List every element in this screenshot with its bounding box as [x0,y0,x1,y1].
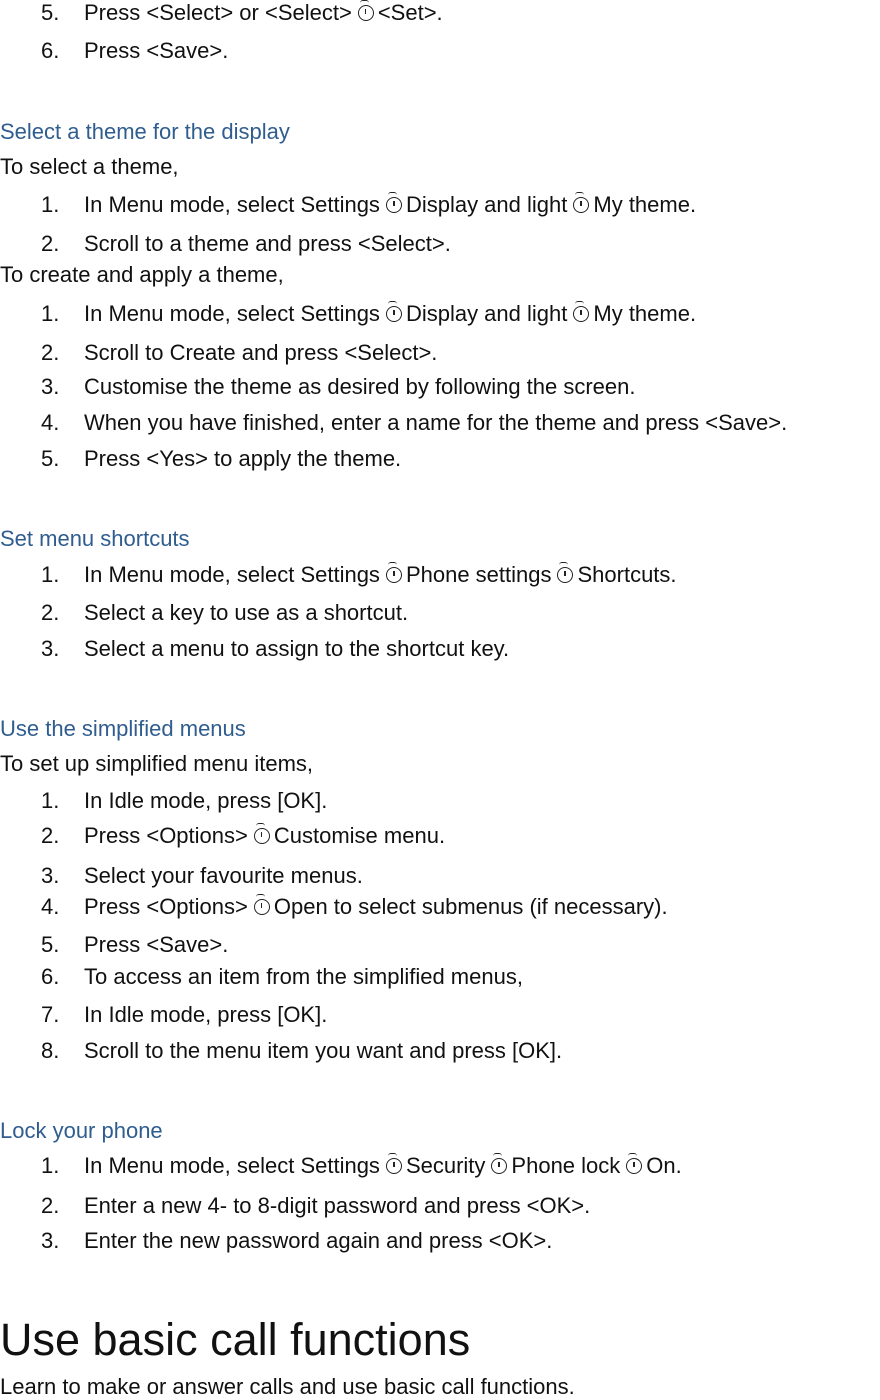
section-intro: Learn to make or answer calls and use basic call functions. [0,1374,575,1399]
list-item-text [84,340,437,366]
list-item-text [84,894,668,920]
list-item-segment: Press <Select> or <Select> [84,0,352,25]
list-item-text [84,1153,682,1179]
list-item-segment: Press <Save>. [84,38,229,63]
list-item-text [84,38,228,64]
list-item-segment: Scroll to the menu item you want and press [OK]. [84,1038,563,1063]
navigation-arrow-icon [386,306,402,322]
list-item-number: 1. [41,788,60,813]
list-item-segment: Press <Save>. [84,932,229,957]
list-item-number: 2. [41,231,60,256]
list-item-number: 4. [41,410,60,435]
navigation-arrow-icon [254,899,270,915]
list-item-segment: Phone settings [405,562,552,587]
list-item-segment: In Menu mode, select Settings [84,301,380,326]
list-item-text [84,301,696,327]
list-item-text [84,1228,552,1254]
list-item-number: 2. [41,823,60,848]
section-heading: Use the simplified menus [0,716,246,741]
list-item-segment: Shortcuts. [577,562,677,587]
navigation-arrow-icon [557,567,573,583]
list-item-number: 1. [41,192,60,217]
list-item-number: 4. [41,894,60,919]
list-item-number: 7. [41,1002,60,1027]
list-item-segment: Select a key to use as a shortcut. [84,600,409,625]
list-item-number: 6. [41,964,60,989]
list-item-text [84,1193,590,1219]
list-item-text [84,0,443,26]
navigation-arrow-icon [358,5,374,21]
list-item-text [84,964,523,990]
list-item-number: 2. [41,600,60,625]
list-item-number: 1. [41,1153,60,1178]
list-item-segment: Phone lock [511,1153,621,1178]
list-item-segment: My theme. [593,192,697,217]
paragraph-text: To select a theme, [0,154,179,179]
list-item-segment: When you have finished, enter a name for the theme and press <Save>. [84,410,788,435]
list-item-number: 2. [41,340,60,365]
list-item-text [84,231,451,257]
list-item-segment: Select your favourite menus. [84,863,363,888]
list-item-segment: My theme. [593,301,697,326]
navigation-arrow-icon [491,1158,507,1174]
list-item-text [84,1002,327,1028]
navigation-arrow-icon [386,567,402,583]
list-item-segment: Press <Options> [84,894,248,919]
list-item-segment: Customise menu. [273,823,446,848]
section-heading: Set menu shortcuts [0,526,190,551]
list-item-text [84,788,327,814]
list-item-text [84,374,636,400]
list-item-number: 5. [41,446,60,471]
list-item-segment: Press <Options> [84,823,248,848]
list-item-segment: Scroll to a theme and press <Select>. [84,231,451,256]
paragraph-text: To set up simplified menu items, [0,751,314,776]
navigation-arrow-icon [386,1158,402,1174]
list-item-segment: Display and light [405,192,568,217]
navigation-arrow-icon [626,1158,642,1174]
list-item-text [84,636,509,662]
paragraph-text: To create and apply a theme, [0,262,284,287]
list-item-segment: On. [646,1153,682,1178]
list-item-segment: Display and light [405,301,568,326]
list-item-number: 3. [41,636,60,661]
list-item-text [84,446,401,472]
list-item-number: 3. [41,1228,60,1253]
list-item-text [84,863,363,889]
list-item-segment: Select a menu to assign to the shortcut key. [84,636,510,661]
list-item-text [84,562,677,588]
list-item-number: 1. [41,562,60,587]
list-item-number: 5. [41,932,60,957]
list-item-number: 5. [41,0,60,25]
list-item-segment: In Idle mode, press [OK]. [84,1002,328,1027]
navigation-arrow-icon [254,828,270,844]
list-item-number: 6. [41,38,60,63]
section-heading: Lock your phone [0,1118,163,1143]
list-item-segment: Enter a new 4- to 8-digit password and press <OK>. [84,1193,591,1218]
list-item-segment: In Menu mode, select Settings [84,192,380,217]
navigation-arrow-icon [573,197,589,213]
list-item-number: 2. [41,1193,60,1218]
navigation-arrow-icon [573,306,589,322]
list-item-text [84,600,408,626]
list-item-text [84,932,228,958]
list-item-number: 3. [41,374,60,399]
list-item-segment: Customise the theme as desired by following the screen. [84,374,636,399]
list-item-number: 3. [41,863,60,888]
list-item-segment: Press <Yes> to apply the theme. [84,446,402,471]
list-item-segment: Enter the new password again and press <OK>. [84,1228,553,1253]
list-item-number: 8. [41,1038,60,1063]
list-item-segment: In Idle mode, press [OK]. [84,788,328,813]
list-item-segment: To access an item from the simplified menus, [84,964,523,989]
section-title: Use basic call functions [0,1314,471,1365]
list-item-segment: In Menu mode, select Settings [84,562,380,587]
list-item-number: 1. [41,301,60,326]
list-item-segment: Security [405,1153,486,1178]
list-item-text [84,410,787,436]
navigation-arrow-icon [386,197,402,213]
list-item-segment: Scroll to Create and press <Select>. [84,340,438,365]
list-item-text [84,823,445,849]
list-item-segment: <Set>. [377,0,443,25]
list-item-segment: In Menu mode, select Settings [84,1153,380,1178]
list-item-text [84,192,696,218]
list-item-text [84,1038,562,1064]
section-heading: Select a theme for the display [0,119,290,144]
list-item-segment: Open to select submenus (if necessary). [273,894,668,919]
